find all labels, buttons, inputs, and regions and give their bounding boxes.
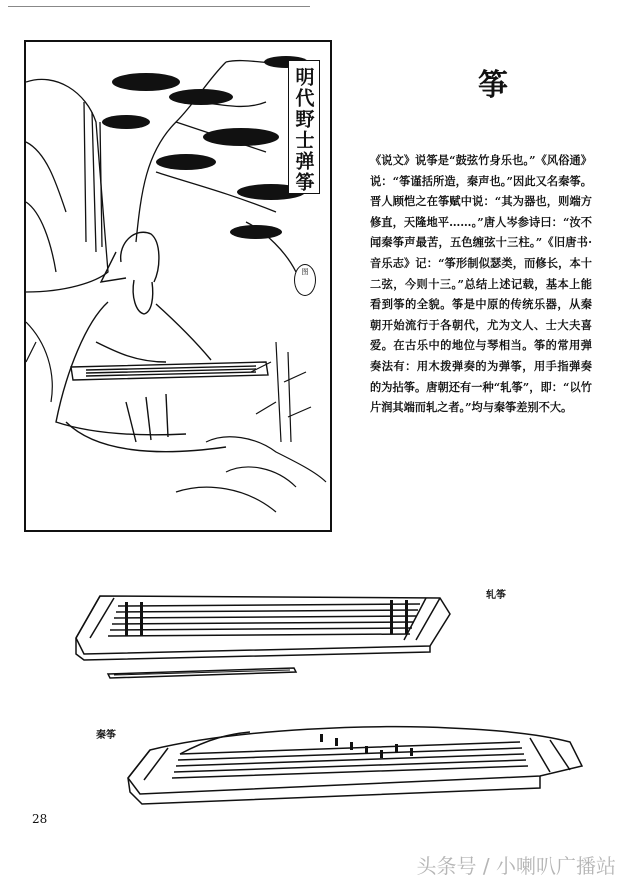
qin-zheng-label: 秦筝: [96, 730, 116, 741]
scholar-illustration: [24, 40, 332, 532]
top-rule: [8, 6, 310, 7]
article-body: 《说文》说筝是“鼓弦竹身乐也。”《风俗通》说：“筝谨括所造，秦声也。”因此又名秦筝。晋人顾恺之在筝赋中说：“其为器也，则端方修直，天隆地平……。”唐人岑参诗曰：“汝不闻秦筝声最苦，五色缠弦十三柱。”《旧唐书·音乐志》记：“筝形制似瑟类，而修长，本十二弦，今则十三。”总结上述记载，基本上能看到筝的全貌。筝是中原的传统乐器，从秦朝开始流行于各朝代，尤为文人、士大夫喜爱。在古乐中的地位与琴相当。筝的常用弹奏法有：用木拨弹奏的为弹筝，用手指弹奏的为拈筝。唐朝还有一种“轧筝”，即：“以竹片润其端而轧之者。”均与秦筝差别不大。: [370, 153, 592, 415]
qin-zheng-drawing: [120, 714, 590, 814]
scholar-drawing: [26, 42, 332, 532]
zha-zheng-label: 轧筝: [486, 590, 506, 601]
seal-stamp: [294, 264, 316, 296]
bamboo-bow-drawing: [104, 664, 300, 684]
illustration-caption: 明代野士弹筝: [292, 67, 315, 193]
article-title: 筝: [478, 68, 508, 103]
watermark: 头条号 / 小喇叭广播站: [416, 854, 616, 878]
page-number: 28: [32, 812, 48, 826]
caption-box: [288, 60, 320, 194]
seal-text: 图: [301, 268, 309, 276]
